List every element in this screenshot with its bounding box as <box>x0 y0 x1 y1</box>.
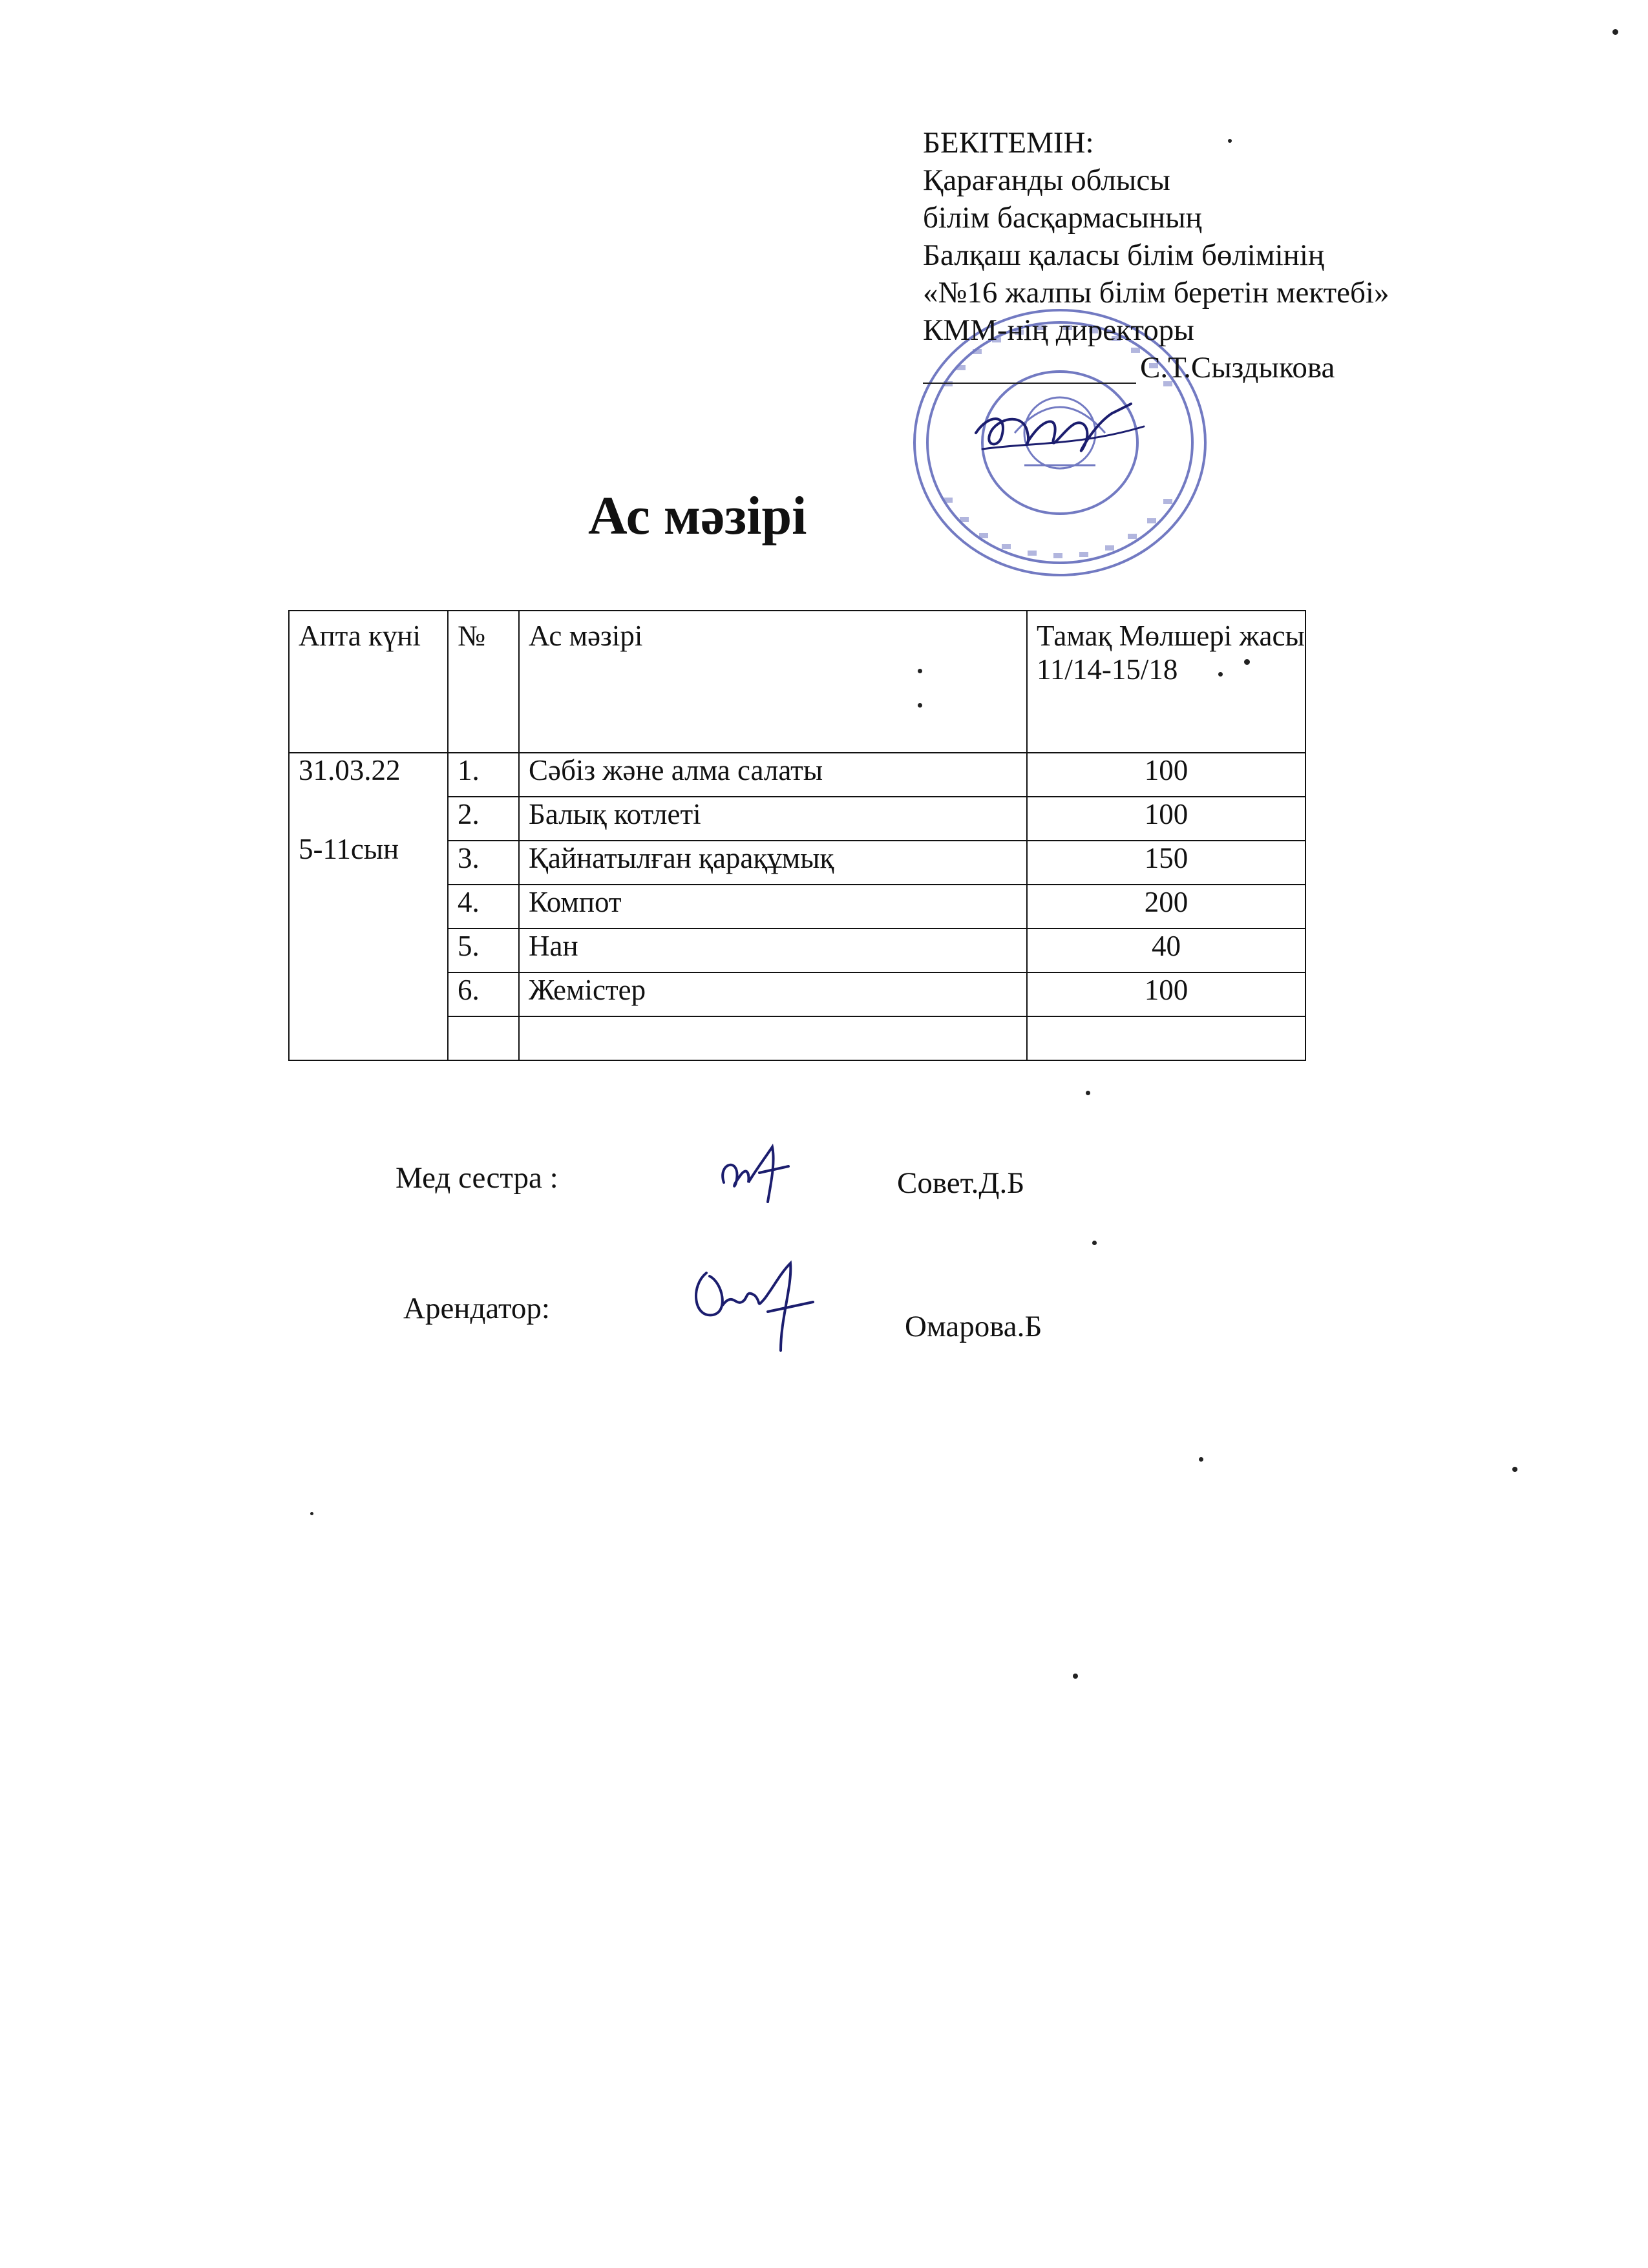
header-portion: Тамақ Мөлшері жасы 11/14-15/18 <box>1027 611 1305 753</box>
dish-quantity: 100 <box>1027 753 1305 797</box>
tenant-name: Омарова.Б <box>905 1310 1042 1343</box>
row-number: 2. <box>448 797 519 841</box>
scan-speck <box>1199 1457 1203 1462</box>
scan-speck <box>1218 672 1223 677</box>
nurse-name: Совет.Д.Б <box>897 1166 1025 1200</box>
date-cell <box>289 753 448 1060</box>
dish-name: Балық котлеті <box>519 797 1027 841</box>
row-number: 4. <box>448 885 519 929</box>
tenant-label: Арендатор: <box>403 1292 550 1325</box>
signature-blank <box>923 383 1136 384</box>
approval-line: білім басқармасының <box>923 201 1202 235</box>
dish-name: Нан <box>519 929 1027 972</box>
row-number: 6. <box>448 972 519 1016</box>
row-number: 1. <box>448 753 519 797</box>
dish-name: Сәбіз және алма салаты <box>519 753 1027 797</box>
row-number: 5. <box>448 929 519 972</box>
nurse-label: Мед сестра : <box>396 1161 558 1195</box>
scan-speck <box>1092 1241 1097 1245</box>
header-day: Апта күні <box>289 611 448 753</box>
approval-line: «№16 жалпы білім беретін мектебі» <box>923 276 1389 310</box>
dish-quantity: 150 <box>1027 841 1305 885</box>
approval-line: КММ-нің директоры <box>923 313 1194 347</box>
scan-speck <box>310 1512 313 1515</box>
scan-speck <box>1244 659 1250 665</box>
row-number <box>448 1016 519 1060</box>
dish-quantity: 100 <box>1027 797 1305 841</box>
director-signature-icon <box>963 388 1157 465</box>
class-group: 5-11сын <box>299 833 399 865</box>
page-title: Ас мәзірі <box>588 486 807 546</box>
scan-speck <box>1073 1674 1078 1679</box>
tenant-signature-icon <box>684 1247 826 1357</box>
director-signature-line <box>923 349 1556 386</box>
dish-quantity <box>1027 1016 1305 1060</box>
scan-speck <box>1086 1091 1090 1095</box>
scan-speck <box>1612 29 1618 35</box>
table-header-row <box>289 611 1305 753</box>
menu-date: 31.03.22 <box>299 754 401 786</box>
header-number: № <box>448 611 519 753</box>
approval-line: Балқаш қаласы білім бөлімінің <box>923 238 1325 272</box>
approval-heading: БЕКІТЕМІН: <box>923 126 1094 160</box>
dish-name: Компот <box>519 885 1027 929</box>
dish-name: Жемістер <box>519 972 1027 1016</box>
nurse-signature-icon <box>711 1137 801 1208</box>
scan-speck <box>918 703 922 708</box>
dish-name: Қайнатылған қарақұмық <box>519 841 1027 885</box>
header-menu: Ас мәзірі <box>519 611 1027 753</box>
dish-name <box>519 1016 1027 1060</box>
dish-quantity: 40 <box>1027 929 1305 972</box>
menu-table <box>288 610 1306 1061</box>
dish-quantity: 100 <box>1027 972 1305 1016</box>
approval-line: Қарағанды облысы <box>923 163 1170 197</box>
dish-quantity: 200 <box>1027 885 1305 929</box>
scan-speck <box>918 669 922 673</box>
row-number: 3. <box>448 841 519 885</box>
table-row <box>289 753 1305 797</box>
scan-speck <box>1512 1467 1517 1472</box>
director-name: С.Т.Сыздыкова <box>1140 351 1335 384</box>
approval-block <box>923 124 1556 386</box>
